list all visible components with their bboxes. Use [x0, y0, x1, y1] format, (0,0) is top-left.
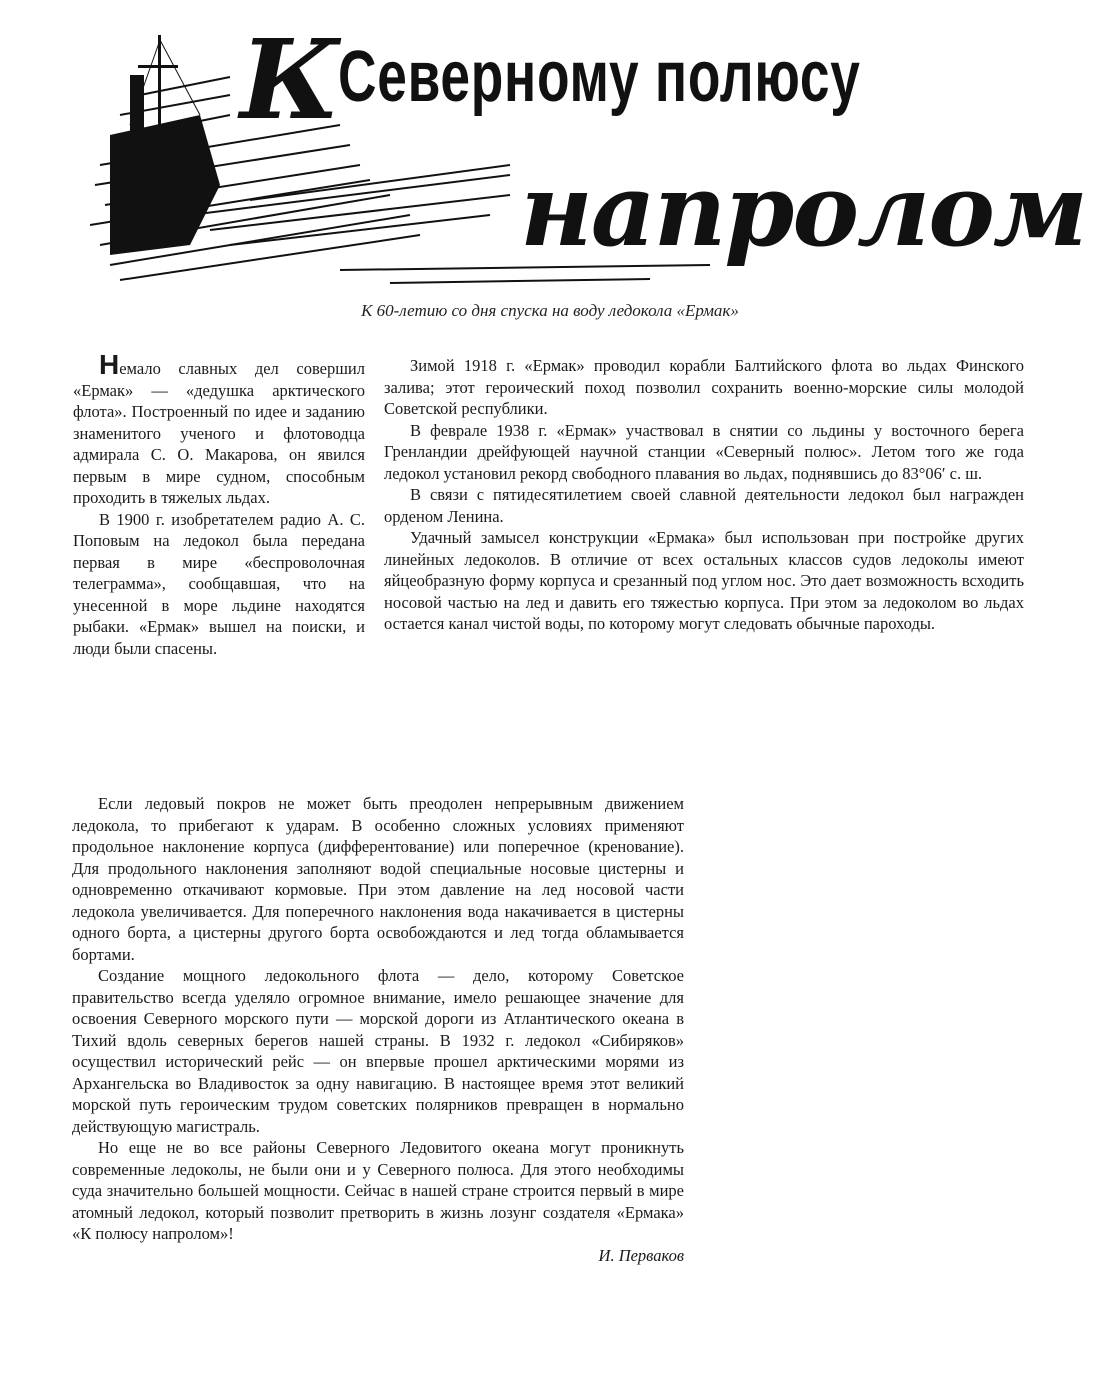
paragraph: Если ледовый покров не может быть преодолен непрерывным движением ледокола, то прибегают к ударам. В особенно сложных условиях применяют продольное наклонение корпуса (дифферентование) или поперечное (кренование). Для продольного наклонения заполняют водой специальные носовые цистерны и одновременно откачивают кормовые. При этом давление на лед носовой части ледокола увеличивается. Для поперечного наклонения вода накачивается в цистерны одного борта, а цистерны другого борта освобождаются и лед тогда обламывается бортами. [72, 794, 684, 964]
title-line2: напролом [520, 151, 1086, 269]
paragraph: Удачный замысел конструкции «Ермака» был использован при постройке других линейных ледоколов. В отличие от всех остальных классов судов ледоколы имеют яйцеобразную форму корпуса и срезанный под углом нос. Это дает возможность всходить носовой частью на лед и давить его тяжестью корпуса. При этом за ледоколом во льдах остается канал чистой воды, по которому могут следовать обычные пароходы. [384, 528, 1024, 633]
author-signature: И. Перваков [598, 1245, 684, 1265]
paragraph: В феврале 1938 г. «Ермак» участвовал в снятии со льдины у восточного берега Гренландии дрейфующей научной станции «Северный полюс». Летом того же года ледокол установил рекорд свободного плавания во льдах, поднявшись до 83°06′ с. ш. [384, 420, 1024, 483]
left-column [73, 349, 365, 659]
paragraph: Создание мощного ледокольного флота — дело, которому Советское правительство всегда уделяло огромное внимание, имело решающее значение для освоения Северного морского пути — морской дороги из Атлантического океана в Тихий вдоль северных берегов нашей страны. В 1932 г. ледокол «Сибиряков» осуществил исторический рейс — он впервые прошел арктическими морями из Архангельска во Владивосток за одну навигацию. В настоящее время этот великий морской путь героическим трудом советских полярников превращен в нормально действующую магистраль. [72, 966, 684, 1136]
paragraph: Но еще не во все районы Северного Ледовитого океана могут проникнуть современные ледоколы, не были они и у Северного полюса. Для этого необходимы суда значительно большей мощности. Сейчас в нашей стране строится первый в мире атомный ледокол, который позволит претворить в жизнь лозунг создателя «Ермака» «К полюсу напролом»! [72, 1138, 684, 1243]
bottom-column [72, 793, 684, 1266]
title-k: К [240, 15, 341, 144]
paragraph-text: емало славных дел совершил «Ермак» — «дедушка арктического флота». Построенный по идее и заданию знаменитого ученого и флотоводца адмирала С. О. Макарова, он явился первым в мире судном, способным проходить в тяжелых льдах. [73, 359, 365, 507]
paragraph [73, 349, 365, 509]
paragraph: Зимой 1918 г. «Ермак» проводил корабли Балтийского флота во льдах Финского залива; этот героический поход позволил сохранить военно-морские силы молодой Советской республики. [384, 356, 1024, 418]
right-column [384, 355, 1024, 635]
title-line1: Северному полюсу [338, 37, 861, 117]
subtitle: К 60-летию со дня спуска на воду ледокола «Ермак» [361, 301, 739, 320]
drop-cap: Н [99, 349, 120, 380]
header-illustration [90, 15, 1086, 295]
paragraph: В 1900 г. изобретателем радио А. С. Поповым на ледокол была передана первая в мире «беспроволочная телеграмма», сообщавшая, что на унесенной в море льдине находятся рыбаки. «Ермак» вышел на поиски, и люди были спасены. [73, 509, 365, 658]
paragraph: В связи с пятидесятилетием своей славной деятельности ледокол был награжден орденом Ленина. [384, 485, 1024, 526]
ship-silhouette [110, 35, 220, 255]
